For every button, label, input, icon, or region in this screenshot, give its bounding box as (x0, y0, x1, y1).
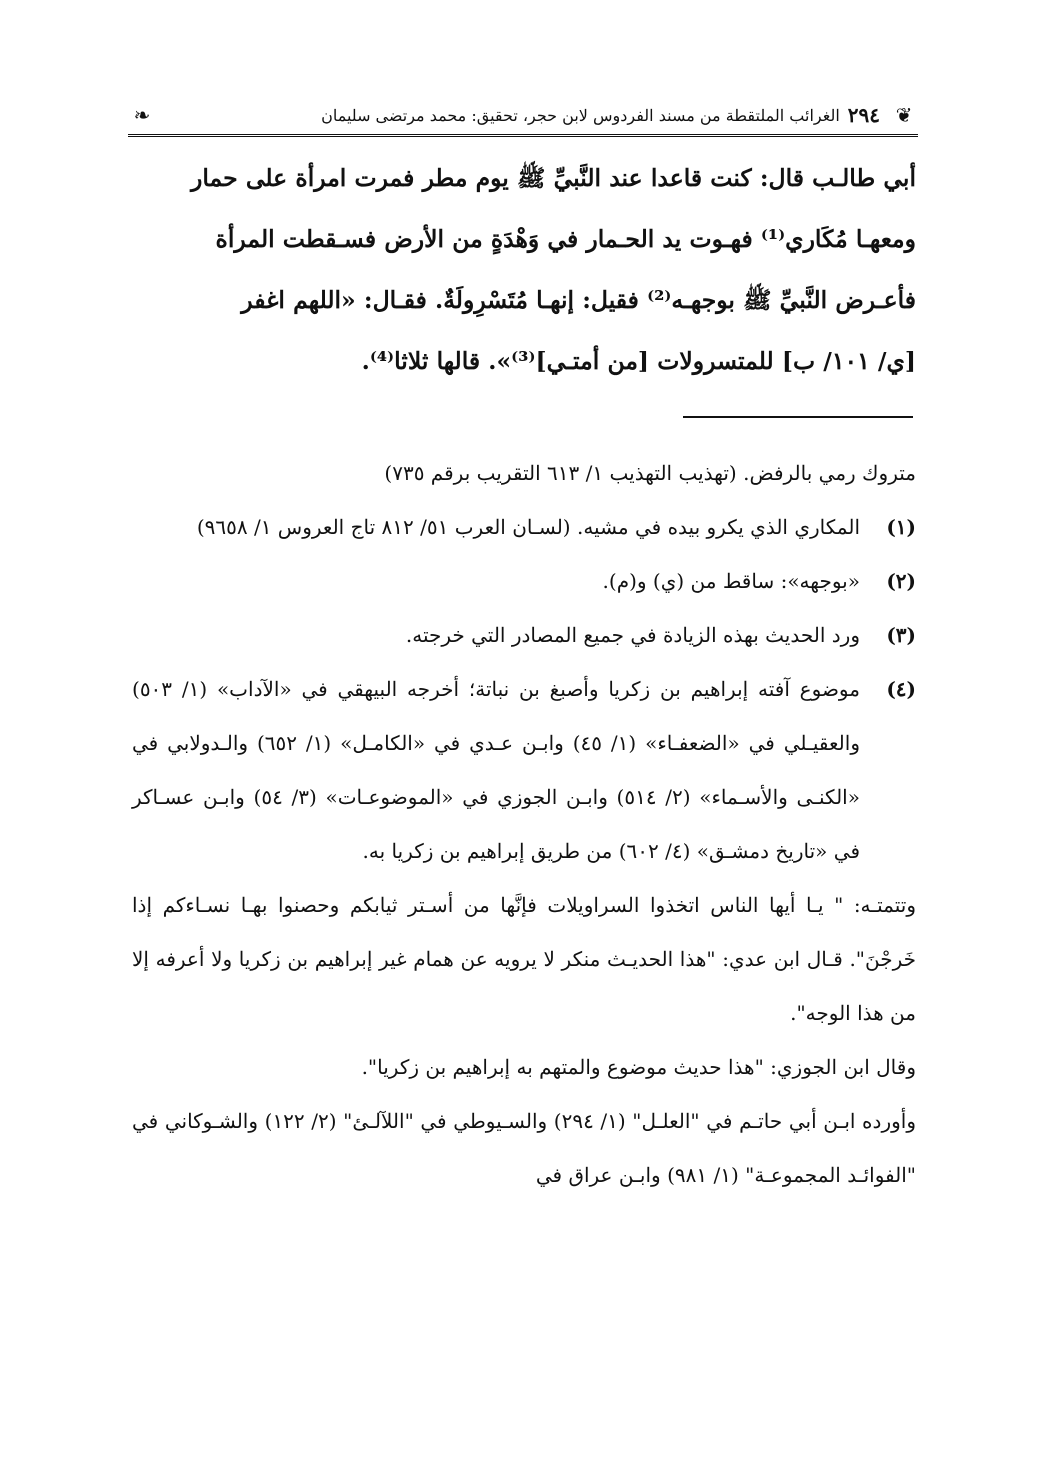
main-text-line: فأعـرض النَّبيِّ ﷺ بوجهـه⁽²⁾ فقيل: إنهـا مُتَسْرِولَةٌ. فقـال: «اللهم اغفر (241, 286, 916, 314)
footnote-text: «بوجهه»: ساقط من (ي) و(م). (602, 569, 860, 593)
footnotes (132, 446, 916, 1202)
footnote (132, 608, 916, 662)
footnote-separator (683, 416, 913, 418)
footnote (132, 500, 916, 554)
floral-ornament-icon: ❦ (895, 103, 913, 127)
floral-ornament-icon: ❧ (133, 103, 151, 127)
footnote-number: (٣) (886, 623, 916, 647)
header-rule (128, 134, 918, 137)
footnote-number: (٢) (886, 569, 916, 593)
footnote-paragraph: وأورده ابـن أبي حاتـم في "العلـل" (١/ ٢٩٤) والسـيوطي في "اللآلـئ" (٢/ ١٢٢) والشـوكاني في "الفوائـد المجموعـة" (١/ ٩٨١) وابـن عراق في (132, 1109, 916, 1187)
footnote-paragraph: وتتمتـه: " يـا أيها الناس اتخذوا السراويلات فإنَّها من أسـتر ثيابكم وحصنوا بهـا نسـاءكم إذا خَرجْنَ". قـال ابن عدي: "هذا الحديـث منكر لا يرويه عن همام غير إبراهيم بن زكريا ولا أعرفه إلا من هذا الوجه". (132, 893, 916, 1025)
page-number: ٢٩٤ (847, 103, 880, 127)
main-text-line: ومعهـا مُكَاري⁽¹⁾ فهـوت يد الحـمار في وَهْدَةٍ من الأرض فسـقطت المرأة (215, 225, 916, 253)
main-text-line: أبي طالـب قال: كنت قاعدا عند النَّبيِّ ﷺ يوم مطر فمرت امرأة على حمار (191, 164, 916, 192)
main-text (130, 148, 916, 392)
footnote-paragraph: وقال ابن الجوزي: "هذا حديث موضوع والمتهم به إبراهيم بن زكريا". (361, 1055, 916, 1079)
header-title: الغرائب الملتقطة من مسند الفردوس لابن حجر، تحقيق: محمد مرتضى سليمان (321, 105, 840, 125)
footnote-text: المكاري الذي يكرو بيده في مشيه. (لسـان العرب ٥١/ ٨١٢ تاج العروس ١/ ٩٦٥٨) (196, 515, 860, 539)
footnote-text: ورد الحديث بهذه الزيادة في جميع المصادر التي خرجته. (405, 623, 860, 647)
footnote (132, 554, 916, 608)
footnote-number: (١) (886, 515, 916, 539)
running-header (128, 98, 918, 132)
footnote-number: (٤) (886, 677, 916, 701)
footnote-continuation: متروك رمي بالرفض. (تهذيب التهذيب ١/ ٦١٣ التقريب برقم ٧٣٥) (384, 461, 916, 485)
footnote-text: موضوع آفته إبراهيم بن زكريا وأصبغ بن نباتة؛ أخرجه البيهقي في «الآداب» (١/ ٥٠٣) والعقيـلي في «الضعفـاء» (١/ ٤٥) وابـن عـدي في «الكامـل» (١/ ٦٥٢) والـدولابي في «الكنـى والأسـماء» (٢/ ٥١٤) وابـن الجوزي في «الموضوعـات» (٣/ ٥٤) وابـن عسـاكر في «تاريخ دمشـق» (٤/ ٦٠٢) من طريق إبراهيم بن زكريا به. (132, 677, 860, 863)
footnote (132, 662, 916, 878)
main-text-line: [ي/ ١٠١/ ب] للمتسرولات [من أمتـي]⁽³⁾». قالها ثلاثا⁽⁴⁾. (361, 347, 916, 375)
